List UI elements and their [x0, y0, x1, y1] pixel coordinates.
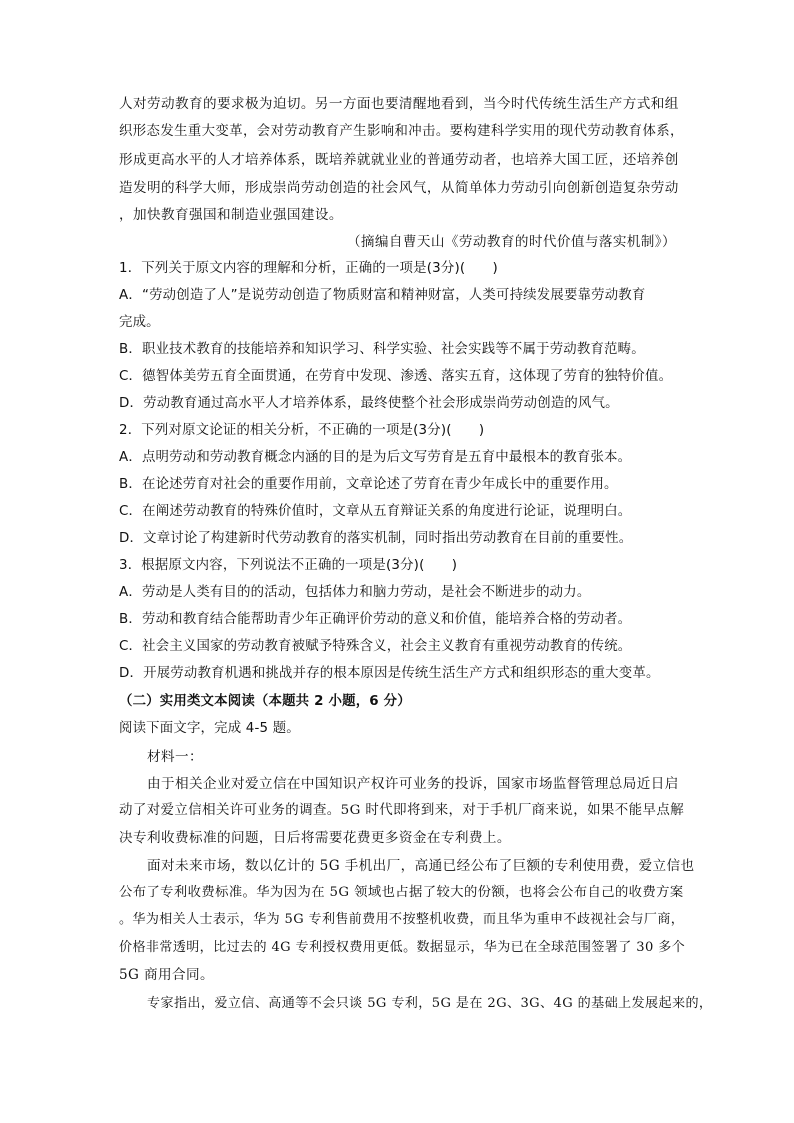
option-a: A．劳动是人类有目的的活动，包括体力和脑力劳动，是社会不断进步的动力。 [119, 585, 591, 600]
material-line: 价格非常透明，比过去的 4G 专利授权费用更低。数据显示，华为已在全球范围签署了 30 多个 [119, 940, 686, 955]
option-a: A．点明劳动和劳动教育概念内涵的目的是为后文写劳育是五育中最根本的教育张本。 [119, 450, 632, 465]
option-d: D．开展劳动教育机遇和挑战并存的根本原因是传统生活生产方式和组织形态的重大变革。 [119, 666, 660, 681]
passage-line: 人对劳动教育的要求极为迫切。另一方面也要清醒地看到，当今时代传统生活生产方式和组 [119, 96, 679, 112]
question-stem: 2．下列对原文论证的相关分析，不正确的一项是(3分)( ) [119, 423, 485, 438]
option-d: D．劳动教育通过高水平人才培养体系，最终使整个社会形成崇尚劳动创造的风气。 [119, 396, 619, 411]
material-line: 面对未来市场，数以亿计的 5G 手机出厂，高通已经公布了巨额的专利使用费，爱立信也 [147, 858, 695, 874]
option-a: A．“劳动创造了人”是说劳动创造了物质财富和精神财富，人类可持续发展要靠劳动教育 [119, 288, 646, 303]
option-c: C．社会主义国家的劳动教育被赋予特殊含义，社会主义教育有重视劳动教育的传统。 [119, 639, 632, 654]
option-b: B．在论述劳育对社会的重要作用前，文章论述了劳育在青少年成长中的重要作用。 [119, 477, 618, 492]
section-instruction: 阅读下面文字，完成 4-5 题。 [119, 721, 300, 736]
passage-line: 织形态发生重大变革，会对劳动教育产生影响和冲击。要构建科学实用的现代劳动教育体系， [119, 124, 684, 139]
material-line: 专家指出，爱立信、高通等不会只谈 5G 专利，5G 是在 2G、3G、4G 的基础上发展起来的， [147, 996, 713, 1011]
option-c: C．德智体美劳五育全面贯通，在劳育中发现、渗透、落实五育，这体现了劳育的独特价值。 [119, 369, 673, 384]
question-stem: 3．根据原文内容，下列说法不正确的一项是(3分)( ) [119, 558, 458, 573]
question-stem: 1．下列关于原文内容的理解和分析，正确的一项是(3分)( ) [119, 261, 498, 276]
option-a-continued: 完成。 [119, 315, 160, 330]
passage-line: ，加快教育强国和制造业强国建设。 [119, 207, 343, 223]
material-line: 公布了专利收费标准。华为因为在 5G 领域也占据了较大的份额，也将会公布自己的收费方案 [119, 885, 684, 900]
option-d: D．文章讨论了构建新时代劳动教育的落实机制，同时指出劳动教育在目前的重要性。 [119, 531, 633, 546]
material-line: 。华为相关人士表示，华为 5G 专利售前费用不按整机收费，而且华为重申不歧视社会与厂商， [119, 912, 685, 927]
material-line: 动了对爱立信相关许可业务的调查。5G 时代即将到来，对于手机厂商来说，如果不能早点解 [119, 803, 685, 818]
material-line: 由于相关企业对爱立信在中国知识产权许可业务的投诉，国家市场监督管理总局近日启 [147, 776, 679, 792]
material-line: 5G 商用合同。 [119, 967, 214, 983]
section-heading: （二）实用类文本阅读（本题共 2 小题，6 分） [119, 694, 411, 709]
material-label: 材料一： [147, 749, 203, 765]
passage-source: （摘编自曹天山《劳动教育的时代价值与落实机制》） [346, 234, 676, 250]
option-b: B．劳动和教育结合能帮助青少年正确评价劳动的意义和价值，能培养合格的劳动者。 [119, 612, 632, 627]
passage-line: 形成更高水平的人才培养体系，既培养就就业业的普通劳动者，也培养大国工匠，还培养创 [119, 152, 679, 168]
option-c: C．在阐述劳动教育的特殊价值时，文章从五育辩证关系的角度进行论证，说理明白。 [119, 504, 632, 519]
material-line: 决专利收费标准的问题，日后将需要花费更多资金在专利费上。 [119, 830, 511, 846]
passage-line: 造发明的科学大师，形成崇尚劳动创造的社会风气，从简单体力劳动引向创新创造复杂劳动 [119, 180, 679, 196]
option-b: B．职业技术教育的技能培养和知识学习、科学实验、社会实践等不属于劳动教育范畴。 [119, 342, 645, 357]
